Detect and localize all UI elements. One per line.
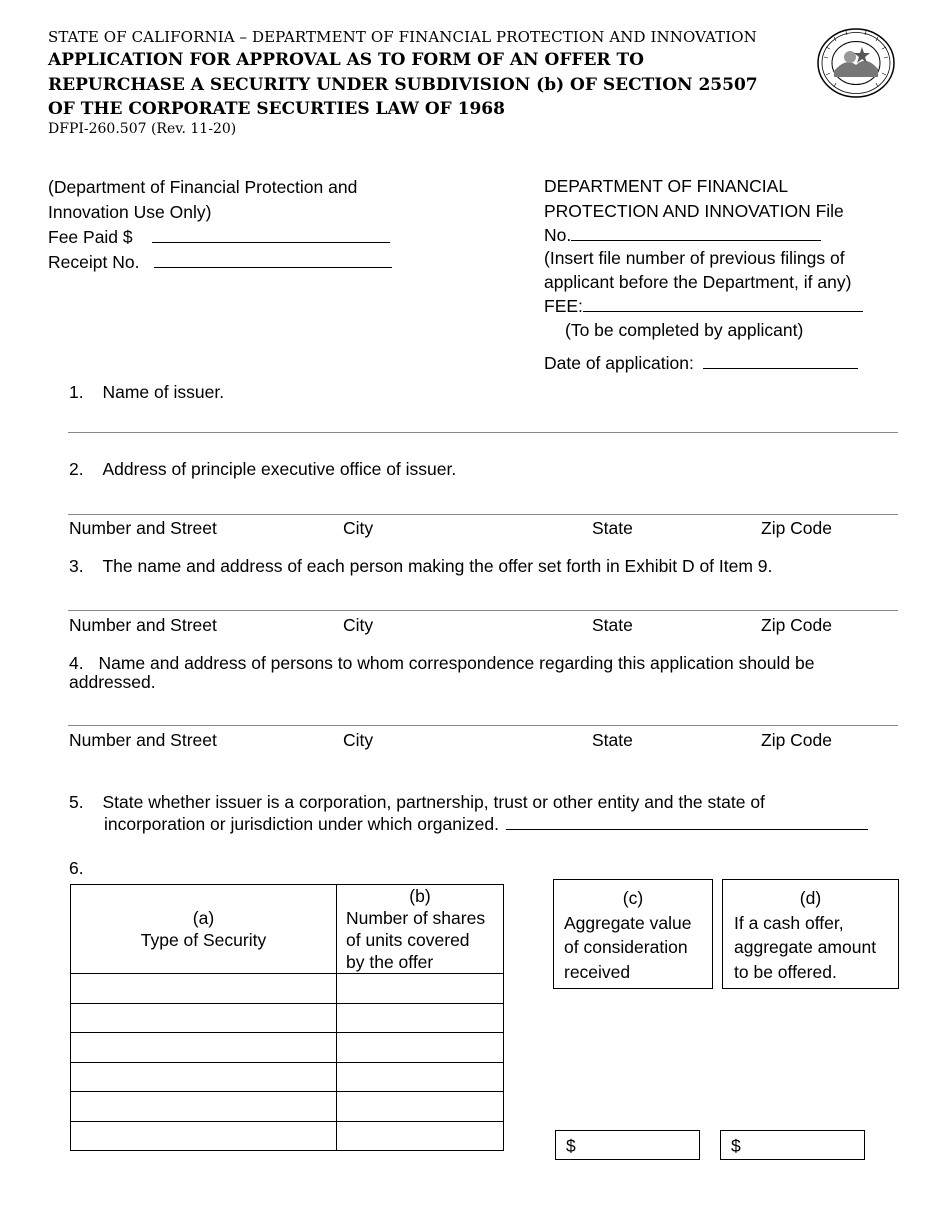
applicant-note: (To be completed by applicant): [565, 320, 804, 340]
item-3-text: The name and address of each person making the offer set forth in Exhibit D of Item 9.: [102, 556, 773, 576]
fee-field[interactable]: [583, 294, 863, 312]
col-b-line1: Number of shares: [346, 908, 486, 928]
offeror-address-field[interactable]: [68, 610, 898, 611]
address-state-label: State: [592, 518, 633, 538]
fee-paid-row: [48, 225, 390, 250]
item-4-number: 4.: [69, 653, 84, 673]
item-3-number: 3.: [69, 556, 84, 576]
item-6-number: 6.: [69, 858, 84, 878]
address-street-label: Number and Street: [69, 730, 217, 750]
item-3: [69, 554, 772, 579]
shares-cell[interactable]: [337, 1003, 504, 1033]
box-d-line3: to be offered.: [734, 961, 837, 982]
insert-line1: (Insert file number of previous filings of: [544, 248, 845, 268]
security-type-cell[interactable]: [71, 1121, 337, 1151]
fee-row: [544, 294, 863, 319]
dept-line2: PROTECTION AND INNOVATION File: [544, 201, 844, 221]
box-c-line2: of consideration: [564, 937, 688, 957]
security-type-cell[interactable]: [71, 1062, 337, 1092]
table-header-row: [71, 885, 504, 974]
box-d-line1: If a cash offer,: [734, 912, 844, 933]
col-a-header: [71, 885, 337, 974]
security-type-cell[interactable]: [71, 1092, 337, 1122]
col-b-letter: (b): [409, 886, 431, 906]
item-4-text-line1: Name and address of persons to whom correspondence regarding this application should be: [98, 653, 815, 673]
security-type-cell[interactable]: [71, 974, 337, 1004]
address-city-label: City: [343, 615, 374, 635]
receipt-label: Receipt No.: [48, 252, 140, 272]
file-no-label: No.: [544, 225, 572, 245]
form-title: APPLICATION FOR APPROVAL AS TO FORM OF AN OFFER TO REPURCHASE A SECURITY UNDER SUBDIVISION (b) OF SECTION 25507 OF THE CORPORATE SECURTIES LAW OF 1968: [48, 50, 758, 119]
item-1-text: Name of issuer.: [102, 382, 225, 402]
item-5-number: 5.: [69, 792, 84, 812]
table-row: [71, 1092, 504, 1122]
form-number: DFPI-260.507 (Rev. 11-20): [48, 121, 237, 137]
dept-line1: DEPARTMENT OF FINANCIAL: [544, 176, 789, 196]
date-row: [544, 351, 858, 376]
entity-type-field[interactable]: [506, 812, 868, 830]
col-b-line2: of units covered: [346, 930, 470, 950]
agency-header: STATE OF CALIFORNIA – DEPARTMENT OF FINANCIAL PROTECTION AND INNOVATION: [48, 28, 757, 46]
aggregate-value-field[interactable]: [555, 1130, 700, 1160]
office-use-line2: Innovation Use Only): [48, 202, 212, 222]
address-street-label: Number and Street: [69, 615, 217, 635]
item-2: [69, 457, 456, 482]
issuer-address-field[interactable]: [68, 514, 898, 515]
cash-offer-box: [722, 879, 899, 989]
fee-paid-label: Fee Paid $: [48, 227, 133, 247]
address-city-label: City: [343, 518, 374, 538]
box-d-letter: (d): [799, 888, 822, 908]
col-a-letter: (a): [192, 908, 215, 928]
box-c-line3: received: [564, 961, 631, 982]
address-street-label: Number and Street: [69, 518, 217, 538]
issuer-name-field[interactable]: [68, 432, 898, 433]
address-city-label: City: [343, 730, 374, 750]
aggregate-value-box: [553, 879, 713, 989]
security-type-cell[interactable]: [71, 1003, 337, 1033]
insert-line2: applicant before the Department, if any): [544, 272, 852, 292]
address-zip-label: Zip Code: [761, 615, 833, 635]
item-4: [69, 651, 814, 676]
item-2-text: Address of principle executive office of issuer.: [102, 459, 457, 479]
shares-cell[interactable]: [337, 1121, 504, 1151]
shares-cell[interactable]: [337, 1062, 504, 1092]
state-seal-icon: [816, 27, 896, 99]
table-row: [71, 1121, 504, 1151]
item-5-text-line2: incorporation or jurisdiction under which organized.: [104, 814, 499, 834]
table-row: [71, 1033, 504, 1063]
fee-label: FEE:: [544, 296, 583, 316]
col-b-header: [337, 885, 504, 974]
box-d-line2: aggregate amount: [734, 937, 877, 957]
box-c-line1: Aggregate value: [564, 912, 692, 933]
item-4-text-line2: addressed.: [69, 672, 156, 692]
box-c-letter: (c): [622, 888, 644, 908]
date-label: Date of application:: [544, 353, 694, 373]
receipt-row: [48, 250, 392, 275]
address-state-label: State: [592, 730, 633, 750]
item-5-line2-row: [104, 812, 868, 837]
shares-cell[interactable]: [337, 974, 504, 1004]
receipt-field[interactable]: [154, 250, 392, 268]
shares-cell[interactable]: [337, 1092, 504, 1122]
item-2-number: 2.: [69, 459, 84, 479]
correspondence-address-field[interactable]: [68, 725, 898, 726]
file-no-field[interactable]: [571, 223, 821, 241]
dollar-sign: $: [566, 1136, 576, 1156]
item-5: [69, 790, 765, 815]
item-5-text-line1: State whether issuer is a corporation, partnership, trust or other entity and the state of: [102, 792, 765, 812]
address-zip-label: Zip Code: [761, 518, 833, 538]
date-field[interactable]: [703, 351, 858, 369]
table-row: [71, 974, 504, 1004]
office-use-line1: (Department of Financial Protection and: [48, 177, 358, 197]
address-zip-label: Zip Code: [761, 730, 833, 750]
address-state-label: State: [592, 615, 633, 635]
table-row: [71, 1062, 504, 1092]
item-1-number: 1.: [69, 382, 84, 402]
dollar-sign: $: [731, 1136, 741, 1156]
col-b-line3: by the offer: [346, 952, 434, 972]
item-1: [69, 380, 224, 405]
fee-paid-field[interactable]: [152, 225, 390, 243]
file-no-row: [544, 223, 821, 248]
col-a-title: Type of Security: [140, 930, 267, 950]
cash-amount-field[interactable]: [720, 1130, 865, 1160]
securities-table: [70, 884, 504, 1151]
table-row: [71, 1003, 504, 1033]
shares-cell[interactable]: [337, 1033, 504, 1063]
security-type-cell[interactable]: [71, 1033, 337, 1063]
